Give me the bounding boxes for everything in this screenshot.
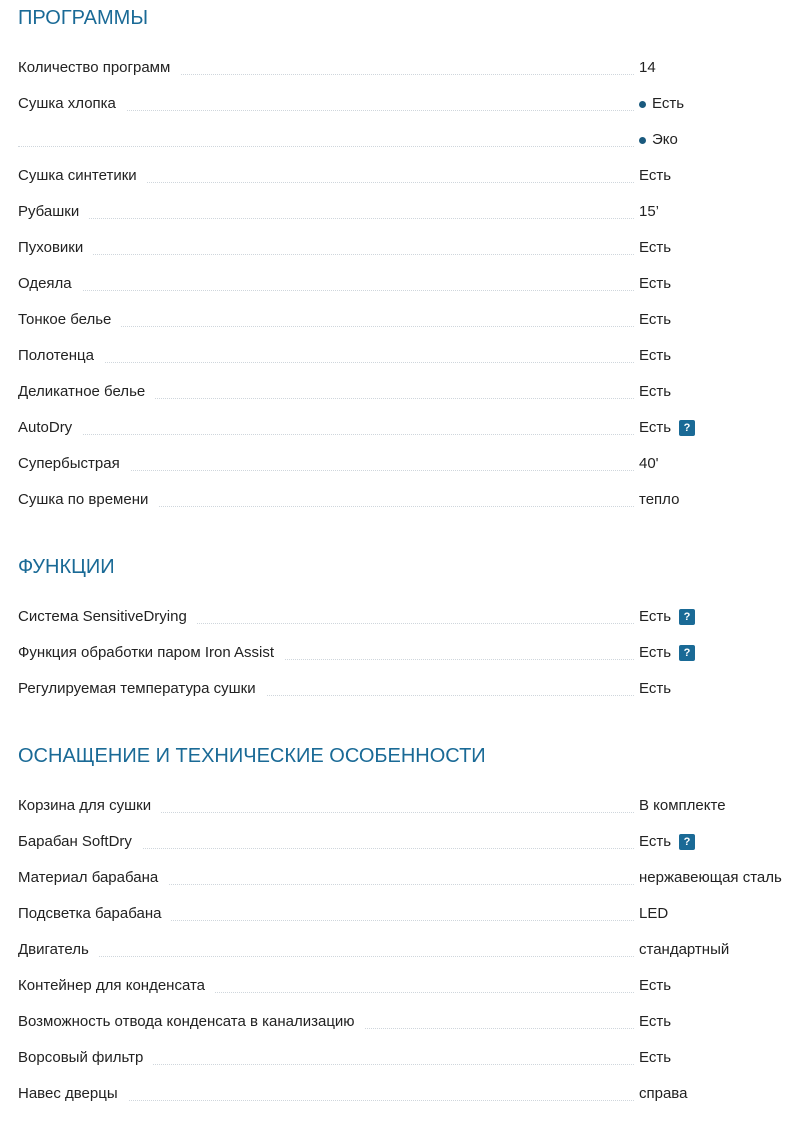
- section-title-functions: ФУНКЦИИ: [18, 556, 115, 578]
- help-icon[interactable]: ?: [679, 420, 695, 436]
- spec-value: Есть: [639, 680, 672, 697]
- spec-label: Возможность отвода конденсата в канализацию: [18, 1012, 365, 1032]
- spec-row: [18, 1012, 804, 1032]
- spec-value: Есть: [639, 833, 672, 850]
- dotted-leader: [18, 434, 634, 435]
- spec-value: Есть: [639, 419, 672, 436]
- dotted-leader: [18, 362, 634, 363]
- section-title-equipment: ОСНАЩЕНИЕ И ТЕХНИЧЕСКИЕ ОСОБЕННОСТИ: [18, 745, 486, 767]
- spec-row: [18, 274, 804, 294]
- spec-row: [18, 238, 804, 258]
- spec-row: [18, 607, 804, 627]
- spec-label: Материал барабана: [18, 868, 168, 888]
- spec-value-cell: [639, 202, 659, 222]
- spec-row: [18, 490, 804, 510]
- spec-label: Сушка хлопка: [18, 94, 126, 114]
- spec-value-cell: [639, 418, 695, 438]
- spec-value: Есть: [639, 608, 672, 625]
- spec-row: [18, 940, 804, 960]
- spec-value: нержавеющая сталь: [639, 869, 782, 886]
- dotted-leader: [18, 956, 634, 957]
- spec-value-cell: [639, 607, 695, 627]
- spec-row: [18, 202, 804, 222]
- spec-value: Есть: [639, 977, 672, 994]
- spec-row: [18, 1084, 804, 1104]
- bullet-icon: [639, 101, 646, 108]
- spec-value: Есть: [639, 239, 672, 256]
- spec-value: Есть: [639, 1013, 672, 1030]
- spec-label: AutoDry: [18, 418, 82, 438]
- spec-value: Есть: [639, 311, 672, 328]
- spec-value-cell: [639, 94, 684, 114]
- spec-row: [18, 382, 804, 402]
- spec-value-cell: [639, 490, 679, 510]
- spec-row: [18, 58, 804, 78]
- spec-label: Подсветка барабана: [18, 904, 171, 924]
- help-icon[interactable]: ?: [679, 645, 695, 661]
- spec-value: 15’: [639, 203, 660, 220]
- spec-value-cell: [639, 868, 782, 888]
- spec-row: [18, 166, 804, 186]
- spec-label: Система SensitiveDrying: [18, 607, 197, 627]
- spec-row: [18, 679, 804, 699]
- spec-label: Деликатное белье: [18, 382, 155, 402]
- spec-value: Есть: [639, 275, 672, 292]
- spec-value-cell: [639, 166, 671, 186]
- spec-row: [18, 832, 804, 852]
- spec-value-cell: [639, 1048, 671, 1068]
- spec-label: Корзина для сушки: [18, 796, 161, 816]
- spec-value: Есть: [639, 644, 672, 661]
- spec-row: [18, 904, 804, 924]
- spec-value: тепло: [639, 491, 680, 508]
- spec-row: [18, 310, 804, 330]
- spec-value-cell: [639, 382, 671, 402]
- spec-label: Контейнер для конденсата: [18, 976, 215, 996]
- section-title-programs: ПРОГРАММЫ: [18, 7, 149, 29]
- spec-label: Сушка по времени: [18, 490, 158, 510]
- spec-label: Регулируемая температура сушки: [18, 679, 266, 699]
- spec-value-cell: [639, 679, 671, 699]
- spec-label: Рубашки: [18, 202, 89, 222]
- spec-value-cell: [639, 976, 671, 996]
- dotted-leader: [18, 290, 634, 291]
- spec-label: Супербыстрая: [18, 454, 130, 474]
- spec-row: [18, 1048, 804, 1068]
- dotted-leader: [18, 218, 634, 219]
- spec-label: Пуховики: [18, 238, 93, 258]
- spec-row: [18, 130, 804, 150]
- dotted-leader: [18, 146, 634, 147]
- spec-value-cell: [639, 1012, 671, 1032]
- spec-value-cell: [639, 310, 671, 330]
- spec-value: справа: [639, 1085, 688, 1102]
- spec-label: Полотенца: [18, 346, 104, 366]
- spec-label: Количество программ: [18, 58, 180, 78]
- spec-row: [18, 976, 804, 996]
- spec-row: [18, 94, 804, 114]
- spec-value: Есть: [652, 95, 685, 112]
- spec-value-cell: [639, 1084, 687, 1104]
- spec-value-cell: [639, 904, 668, 924]
- spec-value-cell: [639, 58, 656, 78]
- spec-row: [18, 643, 804, 663]
- spec-value-cell: [639, 238, 671, 258]
- spec-value: В комплекте: [639, 797, 726, 814]
- bullet-icon: [639, 137, 646, 144]
- spec-row: [18, 346, 804, 366]
- spec-value-cell: [639, 274, 671, 294]
- spec-label: Барабан SoftDry: [18, 832, 142, 852]
- spec-value-cell: [639, 643, 695, 663]
- spec-label: Функция обработки паром Iron Assist: [18, 643, 284, 663]
- spec-label: Сушка синтетики: [18, 166, 147, 186]
- spec-value: Эко: [652, 131, 678, 148]
- dotted-leader: [18, 254, 634, 255]
- spec-row: [18, 418, 804, 438]
- spec-row: [18, 796, 804, 816]
- spec-value-cell: [639, 346, 671, 366]
- spec-value-cell: [639, 454, 659, 474]
- spec-value: Есть: [639, 167, 672, 184]
- spec-value: LED: [639, 905, 669, 922]
- spec-value: стандартный: [639, 941, 730, 958]
- spec-value-cell: [639, 832, 695, 852]
- help-icon[interactable]: ?: [679, 609, 695, 625]
- spec-row: [18, 868, 804, 888]
- spec-row: [18, 454, 804, 474]
- spec-label: Одеяла: [18, 274, 82, 294]
- spec-value: Есть: [639, 383, 672, 400]
- spec-value-cell: [639, 940, 729, 960]
- spec-value-cell: [639, 796, 726, 816]
- spec-value-cell: [639, 130, 678, 150]
- spec-label: Навес дверцы: [18, 1084, 128, 1104]
- spec-value: 14: [639, 59, 656, 76]
- spec-value: Есть: [639, 1049, 672, 1066]
- spec-label: Двигатель: [18, 940, 99, 960]
- spec-value: 40': [639, 455, 659, 472]
- spec-label: Тонкое белье: [18, 310, 121, 330]
- spec-value: Есть: [639, 347, 672, 364]
- spec-label: Ворсовый фильтр: [18, 1048, 153, 1068]
- help-icon[interactable]: ?: [679, 834, 695, 850]
